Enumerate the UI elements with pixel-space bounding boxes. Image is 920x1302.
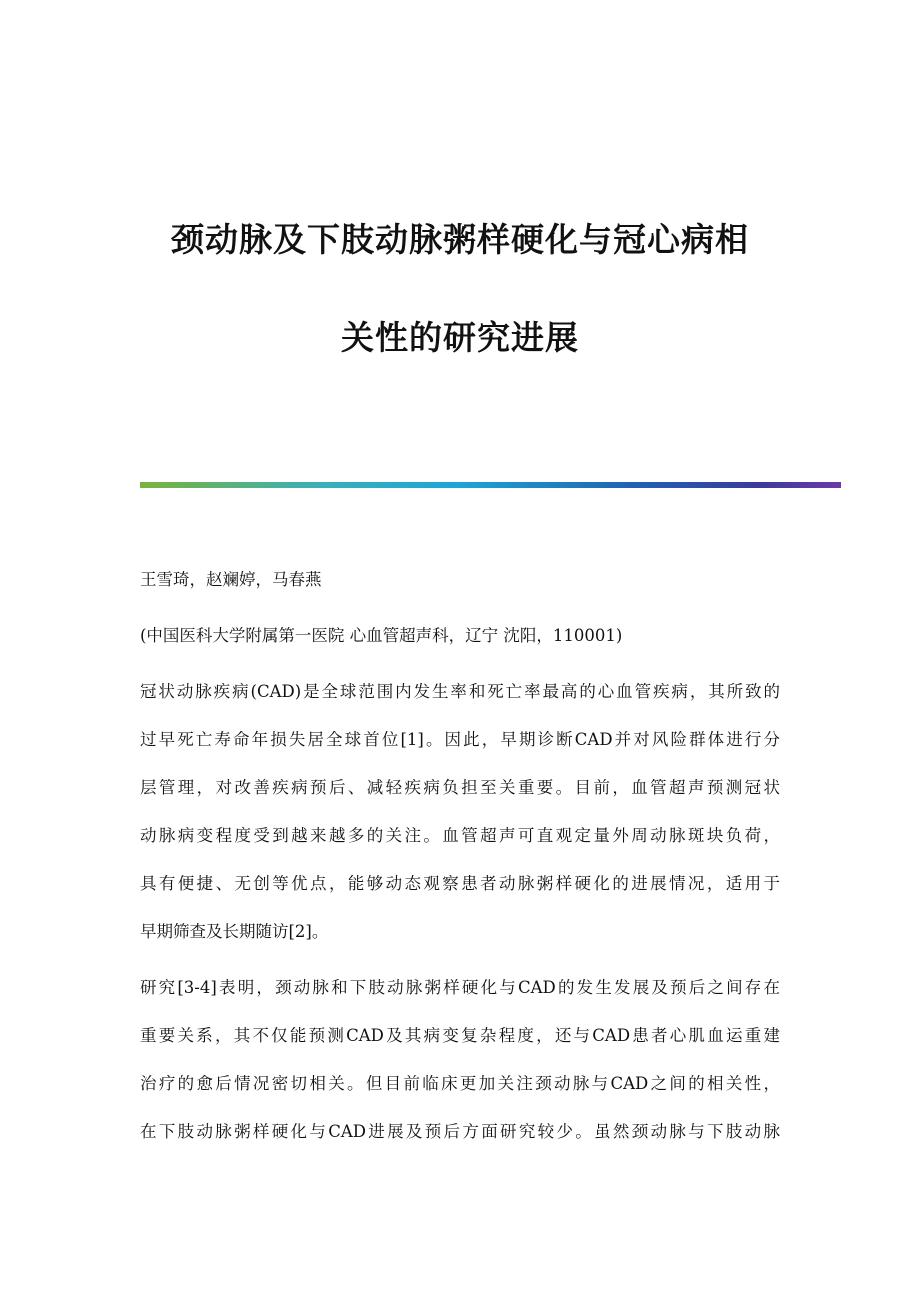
paragraph-line: 冠状动脉疾病(CAD)是全球范围内发生率和死亡率最高的心血管疾病，其所致的 [140,682,780,701]
paragraph-line: 动脉病变程度受到越来越多的关注。血管超声可直观定量外周动脉斑块负荷， [140,826,780,845]
paragraph-line: 具有便捷、无创等优点，能够动态观察患者动脉粥样硬化的进展情况，适用于 [140,874,780,893]
title-line-1: 颈动脉及下肢动脉粥样硬化与冠心病相 [171,220,749,259]
title-divider [140,482,841,488]
paragraph-line: 重要关系，其不仅能预测CAD及其病变复杂程度，还与CAD患者心肌血运重建 [140,1026,780,1045]
paragraph-line: 研究[3-4]表明，颈动脉和下肢动脉粥样硬化与CAD的发生发展及预后之间存在 [140,978,780,997]
title-line-2: 关性的研究进展 [341,318,579,357]
paragraph-line: 在下肢动脉粥样硬化与CAD进展及预后方面研究较少。虽然颈动脉与下肢动脉 [140,1122,780,1141]
paragraph-line: 过早死亡寿命年损失居全球首位[1]。因此，早期诊断CAD并对风险群体进行分 [140,730,780,749]
paragraph-line: 层管理，对改善疾病预后、减轻疾病负担至关重要。目前，血管超声预测冠状 [140,778,780,797]
paragraph-line: 治疗的愈后情况密切相关。但目前临床更加关注颈动脉与CAD之间的相关性， [140,1074,780,1093]
authors: 王雪琦，赵斓婷，马春燕 [140,570,322,589]
paragraph-line: 早期筛查及长期随访[2]。 [140,922,329,941]
affiliation: (中国医科大学附属第一医院 心血管超声科，辽宁 沈阳，110001) [140,626,623,645]
